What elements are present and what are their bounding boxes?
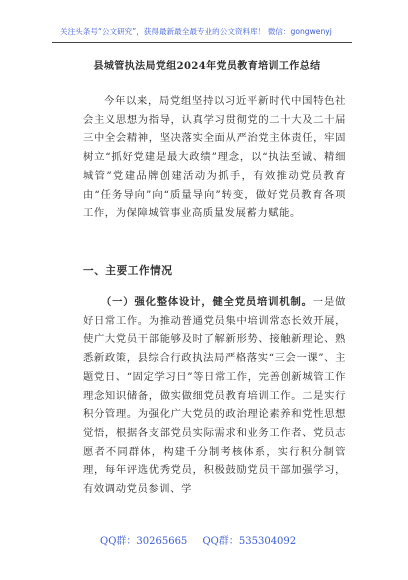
- intro-paragraph: [83, 92, 346, 223]
- section-paragraph: [83, 293, 346, 499]
- intro-text: 今年以来，局党组坚持以习近平新时代中国特色社会主义思想为指导，认真学习贯彻党的二十大及二十届三中全会精神，坚决落实全面从严治党主体责任，牢固树立“抓好党建是最大政绩”理念，以“执法至诚、精细城管”党建品牌创建活动为抓手，有效推动党员教育由“任务导向”向“质量导向”转变，做好党员教育各项工作，为保障城管事业高质量发展蓄力赋能。: [83, 95, 346, 220]
- qq-group-1: QQ群：30265665: [100, 536, 188, 547]
- section-heading: 一、主要工作情况: [83, 265, 173, 277]
- paragraph-body: 一是做好日常工作。为推动普通党员集中培训常态长效开展，使广大党员干部能够及时了解新形势、接触新理论、熟悉新政策，县综合行政执法局严格落实“三会一课”、主题党日、“固定学习日”等日常工作，完善创新城管工作理念知识储备，做实做细党员教育培训工作。二是实行积分管理。为强化广大党员的政治理论素养和党性思想觉悟，根据各支部党员实际需求和业务工作者、党员志愿者不同群体，构建千分制考核体系，实行积分制管理，每年评选优秀党员，积极鼓励党员干部加强学习，有效调动党员参训、学: [83, 296, 346, 496]
- footer-contacts: [100, 532, 340, 547]
- header-divider: [52, 42, 352, 43]
- paragraph-lead: （一）强化整体设计，健全党员培训机制。: [101, 296, 313, 308]
- header-banner: 关注头条号“公文研究”，获得最新最全最专业的公文资料库！ 微信：gongwenyj: [60, 27, 332, 36]
- paragraph-content: [83, 293, 346, 499]
- document-title: 县城管执法局党组2024年党员教育培训工作总结: [93, 61, 321, 72]
- qq-group-2: QQ群：535304092: [202, 536, 297, 547]
